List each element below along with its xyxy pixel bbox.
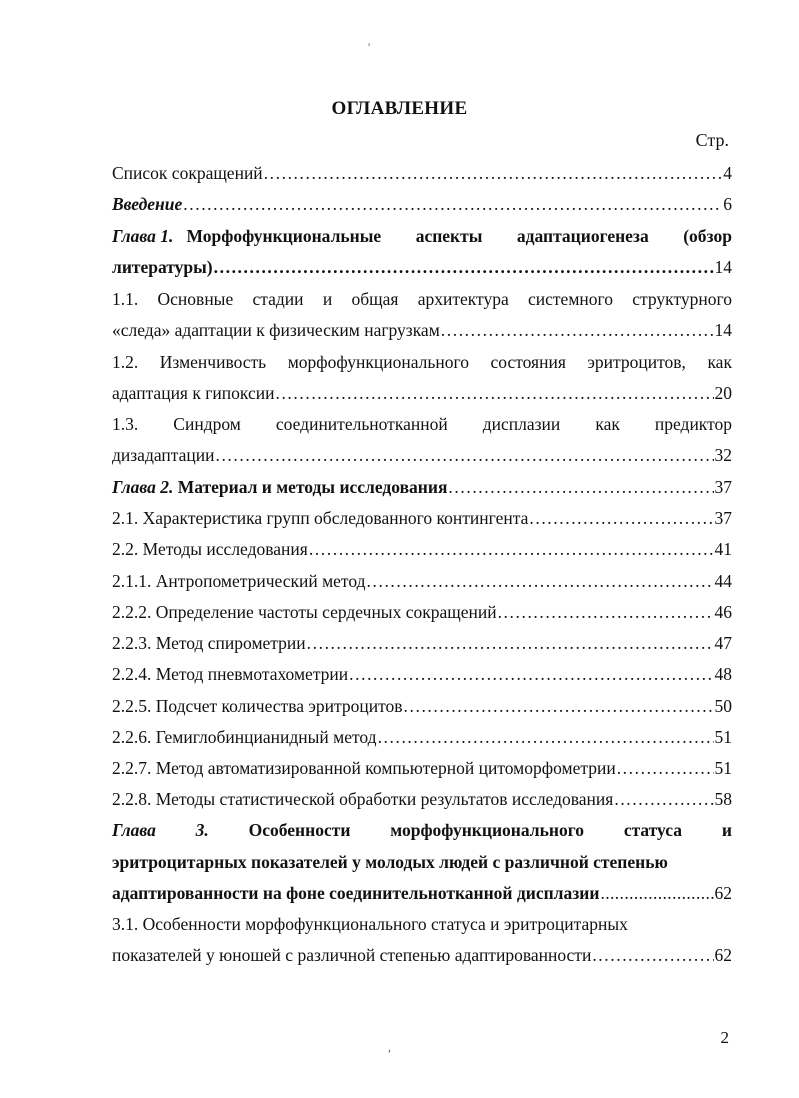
toc-entry-label: 2.2.7. Метод автоматизированной компьютерной цитоморфометрии — [112, 758, 616, 778]
toc-section-2-2-8[interactable] — [112, 784, 732, 814]
toc-entry-label: дизадаптации — [112, 445, 215, 465]
section-word: как — [595, 414, 620, 434]
toc-entry-label: показателей у юношей с различной степенью адаптированности — [112, 945, 592, 965]
toc-chapter-1-line2[interactable] — [112, 252, 732, 282]
toc-entry-label: эритроцитарных показателей у молодых людей с различной степенью — [112, 852, 668, 872]
toc-section-2-2-4[interactable] — [112, 659, 732, 689]
toc-chapter-2[interactable] — [112, 472, 732, 502]
section-word: Изменчивость — [159, 352, 267, 372]
toc-entry-label: 2.1.1. Антропометрический метод — [112, 571, 366, 591]
toc-entry-abbreviations[interactable] — [112, 158, 732, 188]
toc-entry-label: 2.1. Характеристика групп обследованного контингента — [112, 508, 529, 528]
leader-dots — [592, 940, 713, 970]
toc-entry-label: 2.2.8. Методы статистической обработки результатов исследования — [112, 789, 614, 809]
toc-section-2-2-6[interactable] — [112, 722, 732, 752]
toc-entry-page: 6 — [723, 194, 732, 214]
scan-mark-top: ' — [368, 40, 371, 54]
section-word: морфофункционального — [287, 352, 469, 372]
section-word: эритроцитов, — [587, 352, 686, 372]
chapter-word: морфофункционального — [390, 820, 584, 840]
chapter-word: Морфофункциональные — [186, 226, 382, 246]
toc-entry-page: 58 — [714, 789, 732, 809]
section-word: дисплазии — [482, 414, 561, 434]
chapter-word: адаптациогенеза — [516, 226, 649, 246]
scan-mark-bottom: , — [388, 1040, 391, 1054]
page-column-label: Стр. — [695, 130, 729, 150]
toc-entry-page: 46 — [714, 602, 732, 622]
leader-dots — [441, 315, 714, 345]
toc-entry-label: Материал и методы исследования — [177, 477, 448, 497]
leader-dots — [614, 784, 713, 814]
leader-dots — [367, 566, 714, 596]
section-word: предиктор — [654, 414, 732, 434]
toc-section-2-2[interactable] — [112, 534, 732, 564]
toc-entry-label: «следа» адаптации к физическим нагрузкам — [112, 320, 440, 340]
toc-section-3-1-line1[interactable] — [112, 909, 732, 939]
toc-section-1-3-line2[interactable] — [112, 440, 732, 470]
toc-section-2-1[interactable] — [112, 503, 732, 533]
leader-dots — [600, 878, 713, 908]
section-word: стадии — [252, 289, 304, 309]
toc-entry-page: 47 — [714, 633, 732, 653]
leader-dots — [275, 378, 713, 408]
toc-chapter-3-line1[interactable] — [112, 815, 732, 845]
leader-dots — [309, 534, 714, 564]
toc-entry-page: 37 — [714, 477, 732, 497]
leader-dots — [183, 189, 722, 219]
toc-section-1-1-line1[interactable] — [112, 284, 732, 314]
chapter-word: (обзор — [683, 226, 732, 246]
chapter-word: 3. — [195, 820, 209, 840]
toc-entry-page: 51 — [714, 727, 732, 747]
toc-entry-page: 37 — [714, 508, 732, 528]
chapter-word: статуса — [623, 820, 682, 840]
leader-dots — [498, 597, 714, 627]
toc-section-3-1-line2[interactable] — [112, 940, 732, 970]
toc-entry-page: 62 — [714, 945, 732, 965]
section-word: и — [322, 289, 333, 309]
toc-entry-label: литературы) — [112, 257, 213, 277]
toc-entry-label: 2.2.2. Определение частоты сердечных сокращений — [112, 602, 497, 622]
section-word: 1.2. — [112, 352, 139, 372]
toc-entry-label: 2.2. Методы исследования — [112, 539, 308, 559]
toc-entry-page: 32 — [714, 445, 732, 465]
toc-chapter-3-line3[interactable] — [112, 878, 732, 908]
toc-section-2-2-7[interactable] — [112, 753, 732, 783]
section-word: состояния — [490, 352, 566, 372]
toc-section-2-2-1[interactable] — [112, 566, 732, 596]
toc-entry-page: 50 — [714, 696, 732, 716]
page-title: ОГЛАВЛЕНИЕ — [331, 98, 468, 119]
toc-entry-page: 62 — [714, 883, 732, 903]
chapter-word: и — [721, 820, 732, 840]
toc-entry-label: 3.1. Особенности морфофункционального статуса и эритроцитарных — [112, 914, 628, 934]
section-word: 1.3. — [112, 414, 139, 434]
leader-dots — [617, 753, 714, 783]
toc-entry-label: адаптация к гипоксии — [112, 383, 275, 403]
toc-entry-page: 4 — [723, 163, 732, 183]
toc-entry-label: Список сокращений — [112, 163, 263, 183]
leader-dots — [378, 722, 714, 752]
toc-entry-label: 2.2.5. Подсчет количества эритроцитов — [112, 696, 403, 716]
toc-section-1-3-line1[interactable] — [112, 409, 732, 439]
section-word: Основные — [157, 289, 234, 309]
toc-entry-page: 44 — [714, 571, 732, 591]
section-word: системного — [528, 289, 613, 309]
leader-dots — [215, 440, 713, 470]
toc-entry-page: 20 — [714, 383, 732, 403]
section-word: структурного — [632, 289, 732, 309]
toc-section-2-2-3[interactable] — [112, 628, 732, 658]
chapter-word: Глава — [112, 820, 156, 840]
toc-section-1-1-line2[interactable] — [112, 315, 732, 345]
section-word: 1.1. — [112, 289, 139, 309]
toc-chapter-1-line1[interactable] — [112, 221, 732, 251]
toc-entry-label: адаптированности на фоне соединительнотканной дисплазии — [112, 883, 600, 903]
chapter-word: аспекты — [415, 226, 483, 246]
section-word: как — [707, 352, 732, 372]
toc-entry-label: 2.2.4. Метод пневмотахометрии — [112, 664, 349, 684]
chapter-prefix: Глава 1. — [112, 226, 174, 246]
toc-entry-page: 48 — [714, 664, 732, 684]
section-word: архитектура — [417, 289, 509, 309]
toc-section-1-2-line1[interactable] — [112, 347, 732, 377]
leader-dots — [404, 691, 714, 721]
section-word: общая — [351, 289, 399, 309]
section-word: Синдром — [173, 414, 241, 434]
leader-dots — [529, 503, 713, 533]
toc-entry-label: 2.2.6. Гемиглобинцианидный метод — [112, 727, 377, 747]
leader-dots — [307, 628, 714, 658]
leader-dots — [448, 472, 713, 502]
chapter-word: Особенности — [248, 820, 351, 840]
leader-dots — [349, 659, 713, 689]
page-number: 2 — [720, 1028, 729, 1047]
toc-section-2-2-5[interactable] — [112, 691, 732, 721]
toc-entry-page: 41 — [714, 539, 732, 559]
chapter-prefix: Глава 2. — [112, 477, 174, 497]
toc-entry-label: 2.2.3. Метод спирометрии — [112, 633, 306, 653]
toc-section-1-2-line2[interactable] — [112, 378, 732, 408]
leader-dots — [214, 252, 714, 282]
section-word: соединительнотканной — [275, 414, 448, 434]
toc-chapter-3-line2[interactable] — [112, 847, 732, 877]
toc-entry-label: Введение — [112, 194, 183, 214]
toc-entry-page: 14 — [714, 257, 732, 277]
leader-dots — [264, 158, 723, 188]
toc-entry-page: 51 — [714, 758, 732, 778]
toc-section-2-2-2[interactable] — [112, 597, 732, 627]
toc-entry-intro[interactable] — [112, 189, 732, 219]
toc-entry-page: 14 — [714, 320, 732, 340]
